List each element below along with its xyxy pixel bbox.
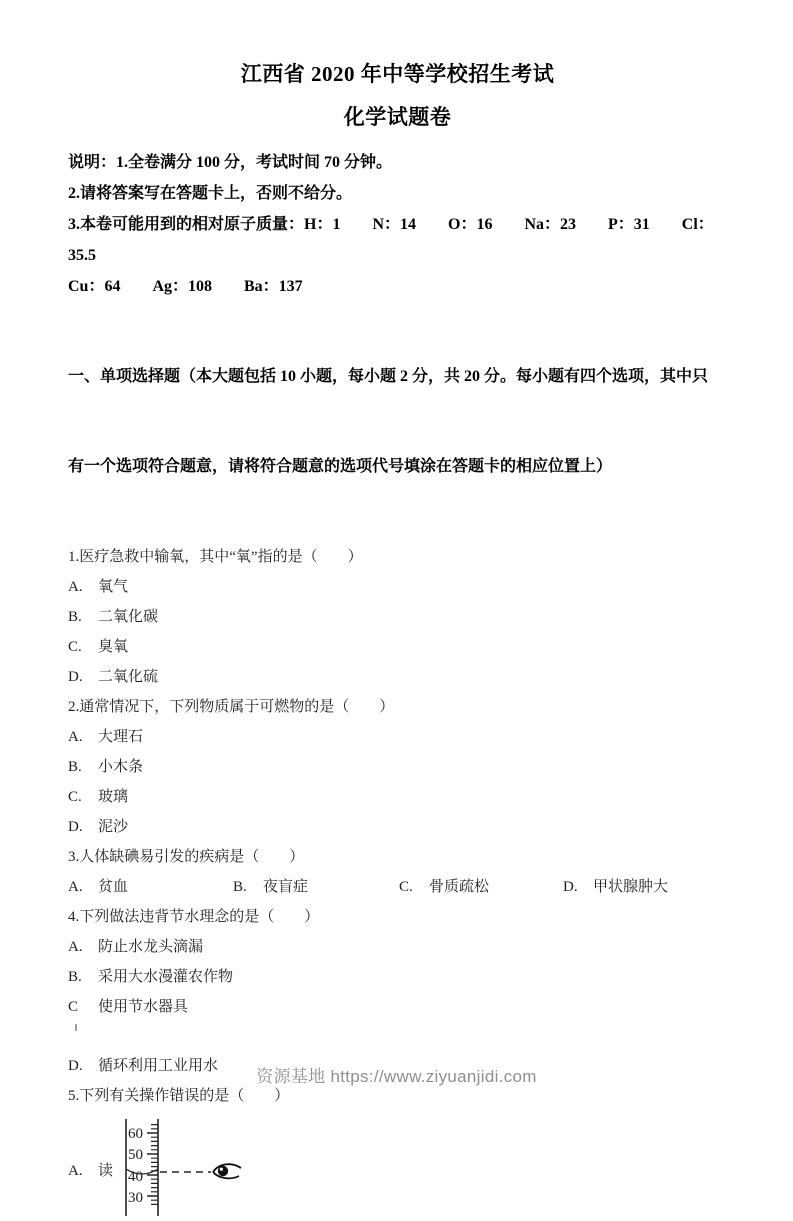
option-d — [68, 812, 727, 842]
option-a — [68, 872, 233, 902]
option-b — [68, 752, 727, 782]
option-a — [68, 572, 727, 602]
option-letter: B. — [233, 879, 247, 895]
option-text: 循环利用工业用水 — [98, 1058, 219, 1074]
option-letter: B. — [68, 609, 82, 625]
option-letter: C — [68, 999, 79, 1015]
page-title: 江西省 2020 年中等学校招生考试 — [240, 62, 555, 86]
option-d — [68, 662, 727, 692]
question-4 — [68, 902, 727, 1081]
option-text: 臭氧 — [98, 639, 129, 655]
watermark-footer: 资源基地 https://www.ziyuanjidi.com — [256, 1067, 537, 1086]
option-text: 使用节水器具 — [98, 999, 189, 1015]
scale-label-60: 60 — [128, 1126, 143, 1142]
option-text: 夜盲症 — [263, 879, 309, 895]
instruction-line: 2.请将答案写在答题卡上，否则不给分。 — [68, 185, 353, 202]
scan-artifact-mark — [75, 1024, 77, 1031]
option-text: 采用大水漫灌农作物 — [98, 969, 234, 985]
options-row — [68, 872, 727, 902]
question-2 — [68, 692, 727, 842]
instruction-line: 说明：1.全卷满分 100 分，考试时间 70 分钟。 — [68, 154, 393, 171]
question-text: 4.下列做法违背节水理念的是（ ） — [68, 909, 320, 925]
scale-label-50: 50 — [128, 1147, 143, 1163]
option-letter: A. — [68, 1162, 83, 1179]
exam-instructions — [68, 147, 727, 302]
option-letter: D. — [68, 1058, 83, 1074]
option-text: 骨质疏松 — [429, 879, 490, 895]
option-text: 小木条 — [98, 759, 144, 775]
option-text: 大理石 — [98, 729, 144, 745]
question-text: 1.医疗急救中输氧，其中“氧”指的是（ ） — [68, 549, 363, 565]
option-letter: A. — [68, 579, 83, 595]
option-b — [68, 962, 727, 992]
instruction-line: 3.本卷可能用到的相对原子质量：H：1 N：14 O：16 Na：23 P：31 Cl：35.5 — [68, 216, 714, 264]
option-text: 贫血 — [98, 879, 129, 895]
option-letter: D. — [68, 819, 83, 835]
question-5 — [68, 1081, 727, 1221]
question-3 — [68, 842, 727, 902]
instruction-line: Cu：64 Ag：108 Ba：137 — [68, 278, 303, 295]
option-letter: B. — [68, 969, 82, 985]
option-letter: C. — [68, 789, 82, 805]
major-ticks — [147, 1133, 158, 1196]
scale-label-30: 30 — [128, 1190, 143, 1206]
option-text: 氧气 — [98, 579, 129, 595]
scale-label-40: 40 — [128, 1169, 143, 1185]
option-text: 读 — [98, 1162, 114, 1179]
question-text: 2.通常情况下，下列物质属于可燃物的是（ ） — [68, 699, 395, 715]
option-c — [68, 632, 727, 662]
option-text: 甲状腺肿大 — [593, 879, 669, 895]
question-text: 5.下列有关操作错误的是（ ） — [68, 1088, 290, 1104]
question-text: 3.人体缺碘易引发的疾病是（ ） — [68, 849, 305, 865]
minor-ticks — [151, 1125, 158, 1205]
eye-icon — [213, 1164, 241, 1178]
option-text: 防止水龙头滴漏 — [98, 939, 204, 955]
option-text: 泥沙 — [98, 819, 129, 835]
option-letter: A. — [68, 729, 83, 745]
section-heading-line2: 有一个选项符合题意，请将符合题意的选项代号填涂在答题卡的相应位置上） — [68, 458, 613, 475]
option-text: 二氧化碳 — [98, 609, 159, 625]
option-letter: D. — [68, 669, 83, 685]
option-a-figure — [68, 1117, 727, 1221]
option-d — [563, 872, 727, 902]
option-b — [68, 602, 727, 632]
section-heading-line1: 一、单项选择题（本大题包括 10 小题，每小题 2 分，共 20 分。每小题有四个选项，其中只 — [68, 368, 709, 385]
option-letter: C. — [399, 879, 413, 895]
option-letter: A. — [68, 939, 83, 955]
option-letter: C. — [68, 639, 82, 655]
option-a — [68, 722, 727, 752]
option-text: 玻璃 — [98, 789, 129, 805]
option-letter: D. — [563, 879, 578, 895]
question-1 — [68, 542, 727, 692]
option-c — [68, 992, 727, 1022]
option-a-label — [68, 1159, 114, 1180]
graduated-cylinder-figure — [114, 1117, 264, 1221]
option-letter: B. — [68, 759, 82, 775]
page-subtitle: 化学试题卷 — [343, 105, 452, 129]
option-text: 二氧化硫 — [98, 669, 159, 685]
option-c — [399, 872, 563, 902]
section-heading — [68, 302, 727, 542]
option-letter: A. — [68, 879, 83, 895]
option-b — [233, 872, 399, 902]
option-a — [68, 932, 727, 962]
option-c — [68, 782, 727, 812]
